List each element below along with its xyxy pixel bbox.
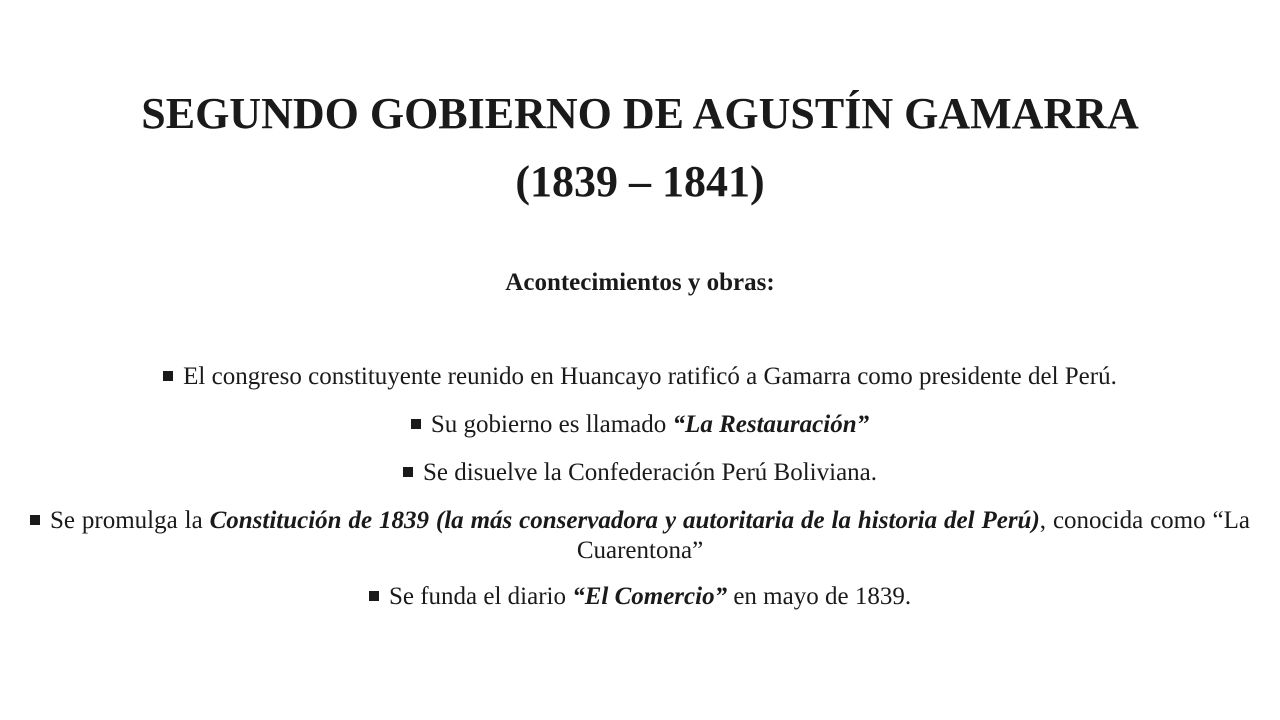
bullet-item-congreso [30,362,1250,392]
bullet-text: Se promulga la [50,507,210,534]
bullet-text-continued: , conocida como “La Cuarentona” [576,507,1251,564]
bullet-text: Su gobierno es llamado [430,411,673,438]
bullet-emphasis: “La Restauración” [672,411,870,438]
section-heading: Acontecimientos y obras: [505,269,775,296]
bullet-text: El congreso constituyente reunido en Huancayo ratificó a Gamarra como presidente del Perú. [183,363,1117,390]
square-bullet-icon [30,515,40,525]
bullet-text-continued: en mayo de 1839. [727,583,912,610]
bullet-item-confederacion [30,458,1250,488]
bullet-item-constitucion [30,506,1250,566]
bullet-item-restauracion [30,410,1250,440]
bullet-text: Se funda el diario [388,583,573,610]
slide-title: SEGUNDO GOBIERNO DE AGUSTÍN GAMARRA [141,89,1139,138]
bullet-item-el-comercio [30,582,1250,612]
square-bullet-icon [403,467,413,477]
slide-title-years: (1839 – 1841) [515,157,765,206]
bullet-text: Se disuelve la Confederación Perú Boliviana. [422,459,878,486]
bullet-emphasis: Constitución de 1839 (la más conservadora y autoritaria de la historia del Perú) [209,507,1040,534]
square-bullet-icon [411,419,421,429]
square-bullet-icon [369,591,379,601]
bullet-emphasis: “El Comercio” [572,583,728,610]
bullet-list [30,362,1250,630]
square-bullet-icon [163,371,173,381]
